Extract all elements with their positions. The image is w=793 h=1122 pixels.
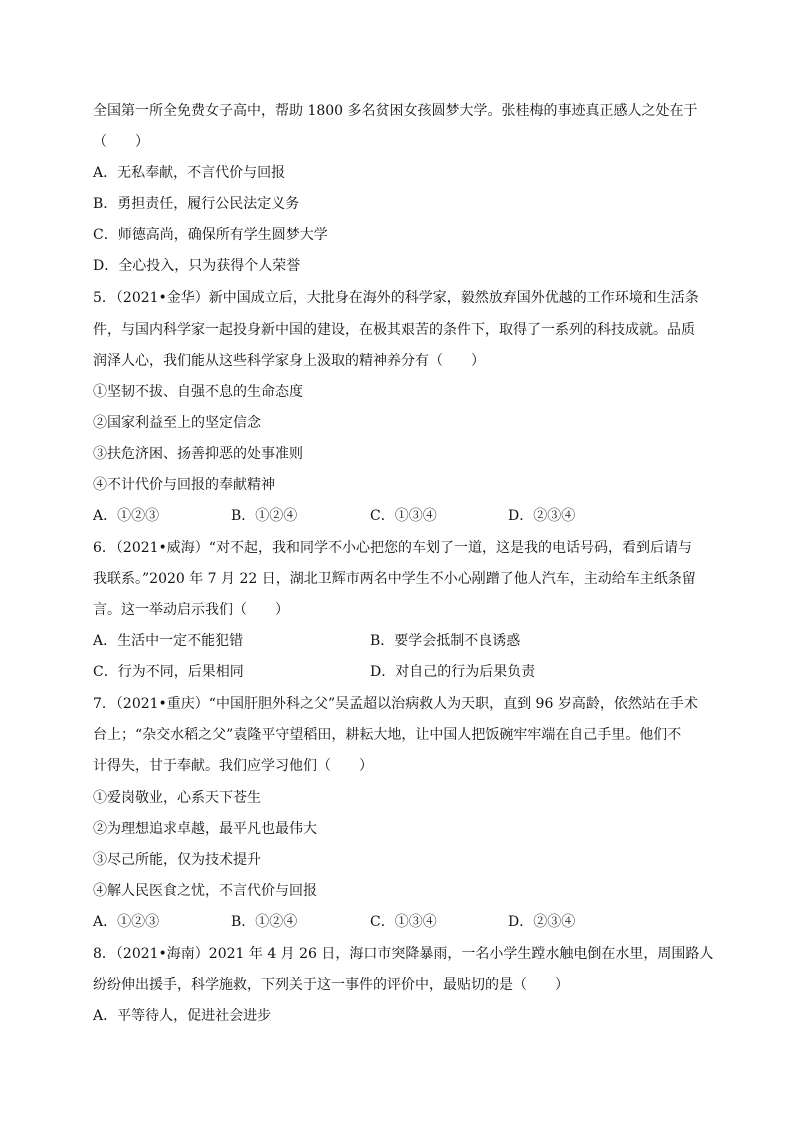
q5-item-1: ①坚韧不拔、自强不息的生命态度 (93, 384, 303, 400)
q7-item-2: ②为理想追求卓越，最平凡也最伟大 (93, 821, 317, 837)
q7-stem-line-1: 7．（2021•重庆）“中国肝胆外科之父”吴孟超以治病救人为天职，直到 96 岁高龄，依然站在手术 (93, 696, 698, 712)
q5-stem-line-3: 润泽人心，我们能从这些科学家身上汲取的精神养分有（ ） (93, 353, 485, 369)
q7-option-a: A．①②③ (93, 914, 160, 930)
q6-stem-line-2: 我联系。”2020 年 7 月 22 日，湖北卫辉市两名中学生不小心剐蹭了他人汽车，主动给车主纸条留 (93, 571, 696, 587)
q7-option-d: D．②③④ (508, 914, 576, 930)
q6-option-b: B．要学会抵制不良诱惑 (370, 633, 521, 649)
q6-option-c: C．行为不同，后果相同 (93, 664, 244, 680)
q4-option-c: C．师德高尚，确保所有学生圆梦大学 (93, 227, 328, 243)
q8-stem-line-1: 8．（2021•海南）2021 年 4 月 26 日，海口市突降暴雨，一名小学生蹚水触电倒在水里，周围路人 (93, 946, 714, 962)
q5-stem-line-2: 件，与国内科学家一起投身新中国的建设，在极其艰苦的条件下，取得了一系列的科技成就。品质 (93, 322, 695, 338)
q7-item-4: ④解人民医食之忧，不言代价与回报 (93, 883, 317, 899)
q5-option-d: D．②③④ (508, 508, 576, 524)
q6-option-d: D．对自己的行为后果负责 (370, 664, 536, 680)
q5-option-c: C．①③④ (370, 508, 437, 524)
q7-item-3: ③尽己所能，仅为技术提升 (93, 852, 261, 868)
q8-stem-line-2: 纷纷伸出援手，科学施救，下列关于这一事件的评价中，最贴切的是（ ） (93, 977, 569, 993)
q8-option-a: A．平等待人，促进社会进步 (93, 1008, 272, 1024)
q4-stem-line-1: 全国第一所全免费女子高中，帮助 1800 多名贫困女孩圆梦大学。张桂梅的事迹真正感人之处在于 (93, 103, 698, 119)
q4-stem-line-2: （ ） (93, 134, 149, 150)
q5-item-4: ④不计代价与回报的奉献精神 (93, 477, 275, 493)
q4-option-a: A．无私奉献，不言代价与回报 (93, 165, 286, 181)
q5-stem-line-1: 5．（2021•金华）新中国成立后，大批身在海外的科学家，毅然放弃国外优越的工作环境和生活条 (93, 290, 699, 306)
q7-stem-line-3: 计得失，甘于奉献。我们应学习他们（ ） (93, 758, 373, 774)
q6-option-a: A．生活中一定不能犯错 (93, 633, 244, 649)
q7-option-c: C．①③④ (370, 914, 437, 930)
q5-item-2: ②国家利益至上的坚定信念 (93, 415, 261, 431)
q7-stem-line-2: 台上；“杂交水稻之父”袁隆平守望稻田，耕耘大地，让中国人把饭碗牢牢端在自己手里。他们不 (93, 727, 682, 743)
q5-item-3: ③扶危济困、扬善抑恶的处事准则 (93, 446, 303, 462)
q5-option-a: A．①②③ (93, 508, 160, 524)
q6-stem-line-3: 言。这一举动启示我们（ ） (93, 602, 289, 618)
q6-options-row-2 (93, 662, 693, 682)
q4-option-d: D．全心投入，只为获得个人荣誉 (93, 258, 301, 274)
q6-options-row-1 (93, 631, 693, 651)
q6-stem-line-1: 6．（2021•威海）“对不起，我和同学不小心把您的车划了一道，这是我的电话号码，看到后请与 (93, 540, 692, 556)
q7-option-b: B．①②④ (231, 914, 298, 930)
q4-option-b: B．勇担责任，履行公民法定义务 (93, 196, 300, 212)
q7-item-1: ①爱岗敬业，心系天下苍生 (93, 790, 261, 806)
q5-option-b: B．①②④ (231, 508, 298, 524)
